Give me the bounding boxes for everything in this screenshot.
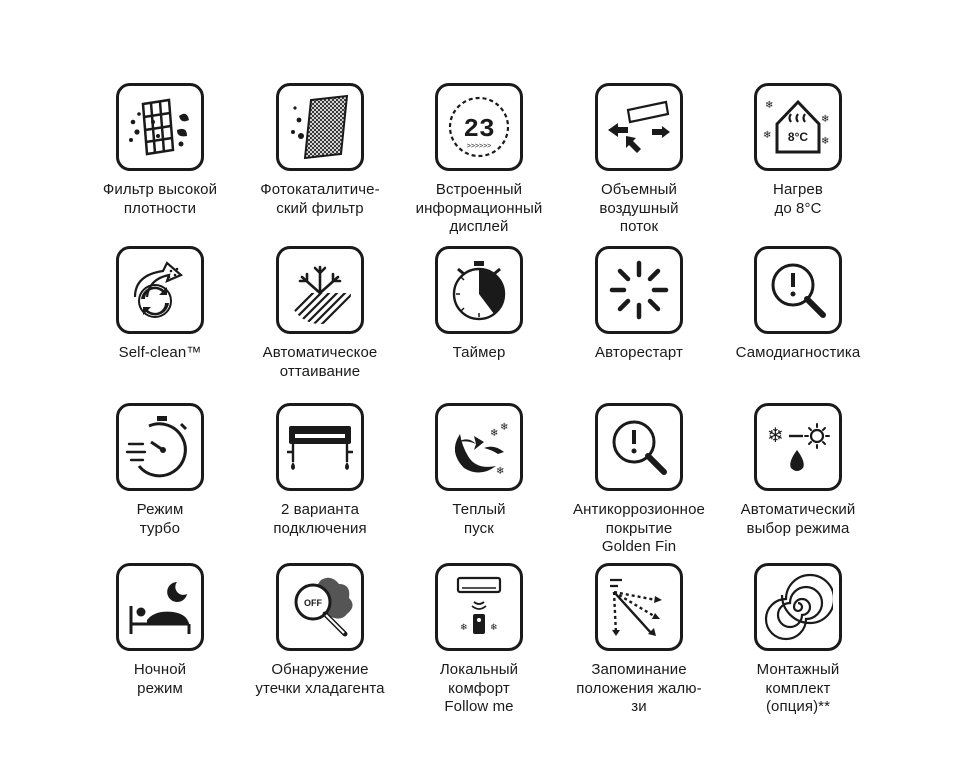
feature-label: Локальный комфорт Follow me bbox=[439, 661, 519, 715]
feature-label: Запоминание положения жалю- зи bbox=[576, 661, 702, 715]
svg-text:❄: ❄ bbox=[490, 428, 499, 439]
feature-label: Объемный воздушный поток bbox=[599, 181, 679, 235]
volumetric-airflow-icon bbox=[595, 83, 683, 171]
auto-mode-select-icon bbox=[754, 403, 842, 491]
auto-restart-icon bbox=[595, 246, 683, 334]
night-mode-icon bbox=[116, 563, 204, 651]
refrigerant-leak-detection-icon bbox=[276, 563, 364, 651]
feature-label: Самодиагностика bbox=[735, 344, 861, 361]
heating-8c-icon bbox=[754, 83, 842, 171]
built-in-display-icon bbox=[435, 83, 523, 171]
feature-label: Self-clean™ bbox=[118, 344, 202, 361]
svg-text:❄: ❄ bbox=[821, 114, 830, 125]
display-digits: 23 bbox=[463, 114, 495, 144]
svg-text:❄: ❄ bbox=[490, 623, 498, 633]
svg-text:❄: ❄ bbox=[767, 423, 784, 447]
feature-label: Режим турбо bbox=[136, 501, 184, 537]
heating-temp: 8°C bbox=[787, 130, 809, 144]
feature-label: Ночной режим bbox=[133, 661, 187, 697]
self-diagnosis-icon bbox=[754, 246, 842, 334]
feature-label: Обнаружение утечки хладагента bbox=[255, 661, 385, 697]
high-density-filter-icon bbox=[116, 83, 204, 171]
leak-status-text: OFF bbox=[304, 598, 322, 608]
follow-me-icon bbox=[435, 563, 523, 651]
timer-icon bbox=[435, 246, 523, 334]
louver-position-memory-icon bbox=[595, 563, 683, 651]
feature-label: Монтажный комплект (опция)** bbox=[756, 661, 840, 715]
svg-text:❄: ❄ bbox=[821, 136, 830, 147]
two-connection-options-icon bbox=[276, 403, 364, 491]
feature-label: Авторестарт bbox=[595, 344, 683, 361]
svg-text:❄: ❄ bbox=[763, 130, 772, 141]
svg-text:❄: ❄ bbox=[496, 466, 505, 477]
feature-label: 2 варианта подключения bbox=[273, 501, 367, 537]
photocatalytic-filter-icon bbox=[276, 83, 364, 171]
feature-label: Антикоррозионное покрытие Golden Fin bbox=[573, 501, 705, 555]
svg-text:>>>>>>: >>>>>> bbox=[466, 143, 492, 150]
feature-label: Теплый пуск bbox=[452, 501, 506, 537]
feature-label: Нагрев до 8°С bbox=[773, 181, 823, 217]
auto-defrost-icon bbox=[276, 246, 364, 334]
mounting-kit-icon bbox=[754, 563, 842, 651]
golden-fin-coating-icon bbox=[595, 403, 683, 491]
feature-label: Фотокаталитиче- ский фильтр bbox=[260, 181, 380, 217]
feature-label: Встроенный информационный дисплей bbox=[415, 181, 543, 235]
svg-text:❄: ❄ bbox=[500, 422, 509, 433]
feature-label: Автоматическое оттаивание bbox=[262, 344, 378, 380]
svg-text:❄: ❄ bbox=[765, 100, 774, 111]
feature-label: Фильтр высокой плотности bbox=[102, 181, 218, 217]
feature-label: Автоматический выбор режима bbox=[740, 501, 856, 537]
turbo-mode-icon bbox=[116, 403, 204, 491]
feature-label: Таймер bbox=[452, 344, 506, 361]
warm-start-icon bbox=[435, 403, 523, 491]
self-clean-icon bbox=[116, 246, 204, 334]
svg-text:❄: ❄ bbox=[460, 623, 468, 633]
